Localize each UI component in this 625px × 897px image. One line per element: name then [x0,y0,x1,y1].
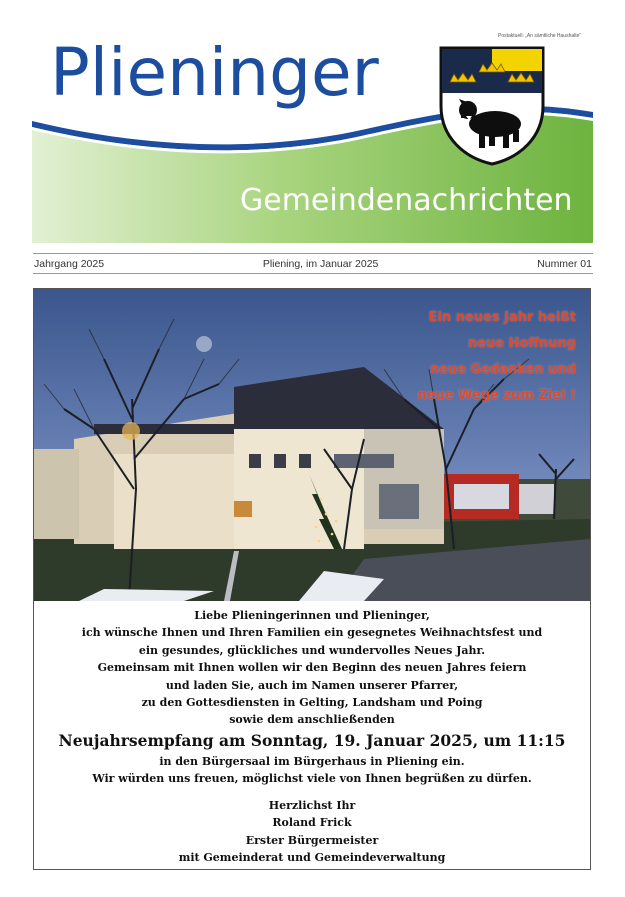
letter-line: und laden Sie, auch im Namen unserer Pfarrer, [165,678,459,692]
signature-greeting: Herzlichst Ihr [268,798,356,812]
letter-line: Gemeinsam mit Ihnen wollen wir den Beginn des neuen Jahres feiern [97,661,527,675]
cover-frame [33,288,591,870]
slogan-line: neue Wege zum Ziel ! [417,388,576,403]
masthead-subtitle: Gemeindenachrichten [240,183,573,218]
signature-name: Roland Frick [272,816,352,830]
slogan-line: neue Gedanken und [429,362,576,377]
signature-title: Erster Bürgermeister [245,833,379,847]
event-headline: Neujahrsempfang am Sonntag, 19. Januar 2025, um 11:15 [58,730,566,750]
slogan-line: Ein neues Jahr heißt [428,310,576,325]
signature-council: mit Gemeinderat und Gemeindeverwaltung [178,851,446,865]
issue-meta-row [33,253,593,274]
mayor-letter [34,607,590,867]
letter-line: ich wünsche Ihnen und Ihren Familien ein gesegnetes Weihnachtsfest und [81,626,543,640]
letter-line: zu den Gottesdiensten in Gelting, Landsham und Poing [141,696,483,710]
letter-line: in den Bürgersaal im Bürgerhaus in Pliening ein. [159,754,465,768]
volume-label: Jahrgang 2025 [34,257,105,270]
letter-line: ein gesundes, glückliches und wundervolles Neues Jahr. [138,643,486,657]
letter-line: sowie dem anschließenden [229,713,395,727]
letter-line: Liebe Plieningerinnen und Plieninger, [194,609,430,622]
postal-note: Postaktuell: „An sämtliche Haushalte“ [498,33,582,39]
place-date-label: Pliening, im Januar 2025 [262,257,379,270]
issue-number-label: Nummer 01 [537,257,592,270]
letter-line: Wir würden uns freuen, möglichst viele von Ihnen begrüßen zu dürfen. [92,772,532,786]
photo-slogan [417,305,576,409]
slogan-line: neue Hoffnung [467,336,576,351]
coat-of-arms-icon [437,44,547,168]
masthead-title: Plieninger [50,34,379,111]
